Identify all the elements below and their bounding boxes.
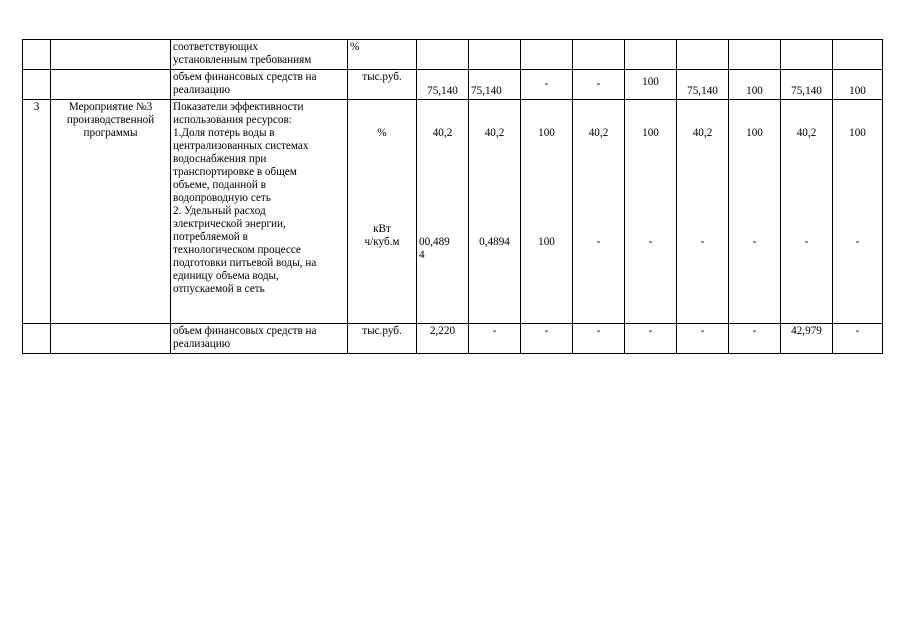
value-cell bbox=[833, 100, 883, 324]
value-cell: 75,140 bbox=[781, 70, 833, 100]
value-1: 100 bbox=[849, 127, 866, 139]
value-cell: 75,140 bbox=[677, 70, 729, 100]
value-1: 100 bbox=[538, 127, 555, 139]
value-1: 40,2 bbox=[432, 127, 453, 139]
table-row bbox=[23, 40, 883, 70]
value-cell bbox=[521, 40, 573, 70]
row-number-cell bbox=[23, 70, 51, 100]
unit-2: кВт ч/куб.м bbox=[364, 223, 400, 248]
value-cell: - bbox=[729, 324, 781, 354]
value-cell: - bbox=[677, 324, 729, 354]
value-2: - bbox=[804, 236, 809, 248]
value-cell: 42,979 bbox=[781, 324, 833, 354]
indicator-cell: объем финансовых средств на реализацию bbox=[171, 324, 348, 354]
value-2: 0,4894 bbox=[479, 236, 510, 248]
table-row bbox=[23, 100, 883, 324]
table-row bbox=[23, 70, 883, 100]
value-cell: - bbox=[573, 70, 625, 100]
value-cell: - bbox=[625, 324, 677, 354]
value-cell bbox=[573, 100, 625, 324]
value-cell bbox=[833, 40, 883, 70]
value-cell bbox=[521, 100, 573, 324]
value-1: 40,2 bbox=[484, 127, 505, 139]
table-row bbox=[23, 324, 883, 354]
value-2: - bbox=[596, 236, 601, 248]
value-cell bbox=[625, 100, 677, 324]
value-cell bbox=[469, 100, 521, 324]
unit-cell: % bbox=[348, 40, 417, 70]
value-cell: - bbox=[833, 324, 883, 354]
value-cell: 100 bbox=[833, 70, 883, 100]
event-cell bbox=[51, 70, 171, 100]
unit-cell bbox=[348, 100, 417, 324]
value-cell bbox=[625, 40, 677, 70]
value-1: 100 bbox=[746, 127, 763, 139]
row-number-cell: 3 bbox=[23, 100, 51, 324]
event-cell bbox=[51, 324, 171, 354]
value-2: - bbox=[855, 236, 860, 248]
value-cell bbox=[469, 40, 521, 70]
indicator-cell: Показатели эффективности использования ресурсов: 1.Доля потерь воды в централизованных системах водоснабжения при транспортировке в общем объеме, поданной в водопроводную сеть 2. Удельный расход электрической энергии, потребляемой в технологическом процессе подготовки питьевой воды, на единицу объема воды, отпускаемой в сеть bbox=[171, 100, 348, 324]
value-cell: 100 bbox=[625, 70, 677, 100]
value-2: - bbox=[648, 236, 653, 248]
value-cell bbox=[781, 40, 833, 70]
value-1: 40,2 bbox=[692, 127, 713, 139]
value-cell: 75,140 bbox=[469, 70, 521, 100]
value-1: 40,2 bbox=[796, 127, 817, 139]
value-cell bbox=[729, 100, 781, 324]
row-number-cell bbox=[23, 40, 51, 70]
value-cell: - bbox=[469, 324, 521, 354]
value-cell bbox=[573, 40, 625, 70]
value-cell: - bbox=[521, 324, 573, 354]
value-2: - bbox=[752, 236, 757, 248]
value-cell bbox=[417, 100, 469, 324]
value-cell: 100 bbox=[729, 70, 781, 100]
value-cell bbox=[729, 40, 781, 70]
unit-1: % bbox=[377, 127, 387, 139]
indicator-cell: соответствующих установленным требованиям bbox=[171, 40, 348, 70]
value-cell bbox=[417, 40, 469, 70]
event-cell bbox=[51, 40, 171, 70]
event-cell: Мероприятие №3 производственной программы bbox=[51, 100, 171, 324]
value-cell bbox=[677, 40, 729, 70]
value-2: 100 bbox=[538, 236, 555, 248]
unit-cell: тыс.руб. bbox=[348, 70, 417, 100]
value-2: - bbox=[700, 236, 705, 248]
value-2: 00,489 4 bbox=[419, 236, 450, 261]
value-cell bbox=[677, 100, 729, 324]
value-1: 40,2 bbox=[588, 127, 609, 139]
value-cell bbox=[781, 100, 833, 324]
unit-cell: тыс.руб. bbox=[348, 324, 417, 354]
row-number-cell bbox=[23, 324, 51, 354]
program-indicators-table bbox=[22, 39, 883, 354]
indicator-cell: объем финансовых средств на реализацию bbox=[171, 70, 348, 100]
value-cell: 75,140 bbox=[417, 70, 469, 100]
value-1: 100 bbox=[642, 127, 659, 139]
value-cell: 2,220 bbox=[417, 324, 469, 354]
value-cell: - bbox=[573, 324, 625, 354]
value-cell: - bbox=[521, 70, 573, 100]
